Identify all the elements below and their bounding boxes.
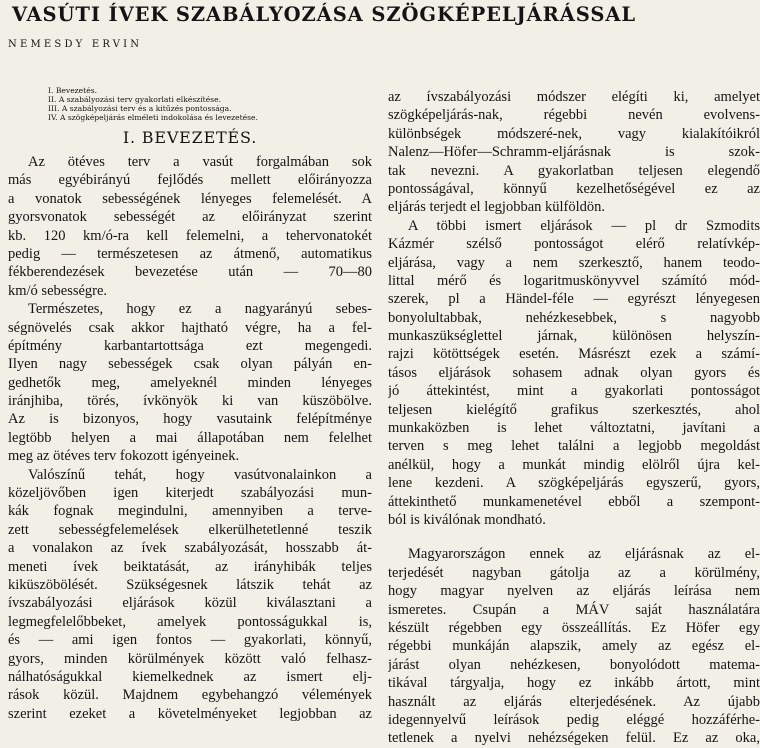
text-line: építmény karbantartottsága ezt megengedi. [8, 337, 372, 354]
text-line: km/ó sebességre. [8, 282, 108, 299]
text-line: meneti ívek beiktatását, az irányhibák teljes [8, 558, 372, 575]
text-line: gedhetők meg, amelyeknél minden lényeges [8, 374, 372, 391]
text-line: szerint ezeket a követelményeket legjobban az [8, 705, 372, 722]
text-line: különbségek módszeré-nek, vagy kialakítóikról [388, 125, 760, 142]
text-line: teljesen kielégítő grafikus szerkesztés, ahol [388, 401, 760, 418]
table-of-contents [48, 86, 372, 122]
text-line: közeljövőben igen kiterjedt szabályozási mun- [8, 485, 372, 502]
text-line: Magyarországon ennek az eljárásnak az el- [408, 546, 760, 563]
text-line: meg az ötéves terv fokozott igényeinek. [8, 448, 240, 465]
text-line: szögképeljárás-nak, régebbi nevén evolvens- [388, 107, 760, 124]
text-line: áttekinthető munkamenetével ebből a szempont- [388, 493, 760, 510]
toc-item: IV. A szögképeljárás elméleti indokolása és levezetése. [48, 113, 258, 122]
text-line: a vonatok sebességének lényeges felemelését. A [8, 190, 372, 207]
text-line: ívszabályozási eljárások közül kiválasztani a [8, 595, 372, 612]
text-line: munkaközben is lehet változtatni, javítani a [388, 420, 760, 437]
text-line: használt az eljárás elterjedésének. Az újabb [388, 693, 760, 710]
right-column [388, 88, 760, 748]
text-line: ségnövelés csak akkor hajtható végre, ha a fel- [8, 319, 372, 336]
text-line: kiküszöbölését. Szükségesnek látszik tehát az [8, 576, 372, 593]
text-line: legmegfelelőbbeket, amelyek pontosságukkal is, [8, 613, 372, 630]
text-line: bonyolultabbak, nehézkesebbek, s nagyobb [388, 309, 760, 326]
text-line: Ilyen nagy sebességek csak olyan pályán en- [8, 356, 372, 373]
toc-item: III. A szabályozási terv és a kitűzés pontossága. [48, 104, 232, 113]
text-line: iránjhiba, törés, ívkönyök ki van küszöbölve. [8, 393, 372, 410]
text-line: munkaszükséglettel járnak, különösen helyszín- [388, 328, 760, 345]
article-title: VASÚTI ÍVEK SZABÁLYOZÁSA SZÖGKÉPELJÁRÁSSAL [12, 3, 636, 26]
text-line: pontosságával, könnyű kezelhetőségével ez az [388, 180, 760, 197]
text-line: pedig — természetesen az átmenő, automatikus [8, 245, 372, 262]
text-line: az ívszabályozási módszer elégíti ki, amelyet [388, 89, 760, 105]
text-line: tikával tárgyalja, hogy ez inkább ártott, mint [388, 675, 760, 692]
author-name: NEMESDY ERVIN [8, 39, 143, 50]
toc-item: I. Bevezetés. [48, 86, 98, 95]
text-line: kb. 120 km/ó-ra kell felemelni, a tehervonatokét [8, 227, 372, 244]
text-line: Nalenz—Höfer—Schramm-eljárásnak is szok- [388, 144, 760, 161]
text-line: littal mérő és logaritmuskönyvvel számító mód- [388, 272, 760, 289]
text-line: zett sebességfelemelések elkerülhetetlenné teszik [8, 521, 372, 538]
text-line: kák fognak megindulni, amennyiben a terve- [8, 503, 372, 520]
text-line: Az ötéves terv a vasút forgalmában sok [28, 154, 372, 170]
paragraph-gap [388, 529, 760, 545]
text-line: terven s meg lehet találni a legjobb megoldást [388, 438, 760, 455]
text-line: tásos eljárások sohasem adnak olyan gyors és [388, 364, 760, 381]
text-line: gyorsvonatok sebességét az előirányzat szerint [8, 209, 372, 226]
text-line: régebbi munkáján alapszik, amely az egész el- [388, 638, 760, 655]
text-line: Természetes, hogy ez a nagyarányú sebes- [28, 301, 372, 318]
text-line: ismeretes. Csupán a MÁV saját használatára [388, 601, 760, 618]
text-line: ból is kiválónak mondható. [388, 511, 546, 528]
text-line: rások közül. Majdnem egybehangzó vélemények [8, 687, 372, 704]
text-line: rajzi kötöttségek esetén. Másrészt ezek a számí- [388, 346, 760, 363]
text-line: nálhatóságukkal kiemelkednek az ismert elj- [8, 668, 372, 685]
text-line: eljárás terjedt el legjobban külföldön. [388, 199, 606, 216]
text-line: készült régebben egy összeállítás. Ez Höfer egy [388, 619, 760, 636]
text-line: tetlenek a nyelvi nehézségeken felül. Ez az oka, [388, 730, 760, 747]
text-line: járást olyan nehézkesen, bonyolódott matema- [388, 656, 760, 673]
toc-item: II. A szabályozási terv gyakorlati elkészítése. [48, 95, 222, 104]
text-line: hogy magyar nyelven az eljárás leírása nem [388, 583, 760, 600]
text-line: szerek, pl a Händel-féle — egyrészt lényegesen [388, 291, 760, 308]
text-line: fékberendezések bevezetése után — 70—80 [8, 264, 372, 281]
section-heading: I. BEVEZETÉS. [122, 128, 258, 147]
text-line: jó áttekintést, mint a gyakorlati pontosságot [388, 383, 760, 400]
text-line: lene kezdeni. A szögképeljárás egyszerű, gyors, [388, 475, 760, 492]
text-line: legtöbb helyen a mai állapotában nem felelhet [8, 429, 372, 446]
right-column-text [388, 88, 760, 748]
text-line: terjedését nagyban gátolja az a körülmény, [388, 564, 760, 581]
text-line: a vonalakon az ívek szabályozását, hosszabb át- [8, 540, 372, 557]
text-line: Valószínű tehát, hogy vasútvonalainkon a [28, 466, 372, 483]
left-column-text [8, 153, 372, 723]
text-line: A többi ismert eljárások — pl dr Szmodits [408, 217, 760, 234]
text-line: más egyébirányú fejlődés mellett előirányozza [8, 172, 372, 189]
text-line: eljárása, vagy a nem szerkesztő, hanem teodo- [388, 254, 760, 271]
text-line: tak nevezni. A gyakorlatban teljesen elegendő [388, 162, 760, 179]
text-line: Kázmér szélső pontosságot elérő relatívkép- [388, 236, 760, 253]
text-line: gyors, minden körülmények között való felhasz- [8, 650, 372, 667]
left-column [8, 86, 372, 723]
text-line: Az is bizonyos, hogy vasutaink felépítménye [8, 411, 372, 428]
text-line: idegennyelvű leírások pedig eléggé hozzáférhe- [388, 711, 760, 728]
text-line: anélkül, hogy a munkát mindig elölről újra kel- [388, 456, 760, 473]
text-line: és — ami igen fontos — gyakorlati, könnyű, [8, 632, 372, 649]
